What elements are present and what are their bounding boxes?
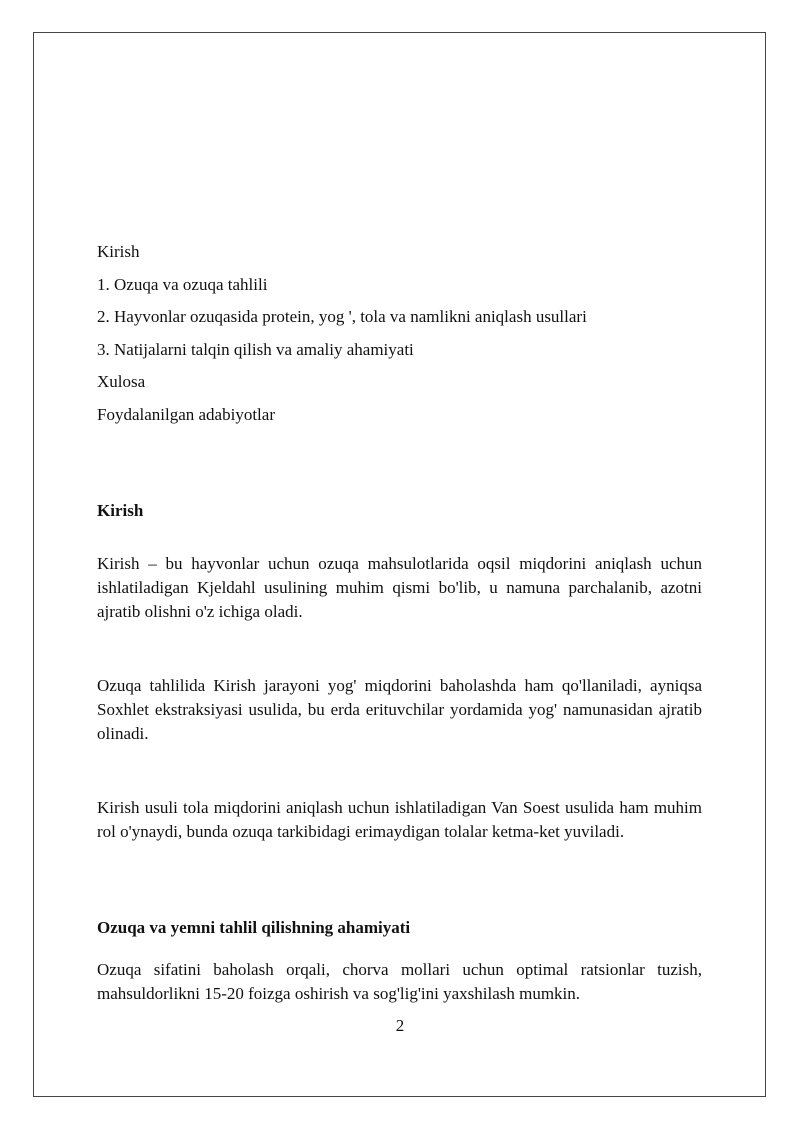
section-heading-intro: Kirish bbox=[97, 501, 144, 520]
table-of-contents bbox=[97, 240, 702, 435]
toc-item-2: 2. Hayvonlar ozuqasida protein, yog ', tola va namlikni aniqlash usullari bbox=[97, 307, 587, 326]
intro-paragraph-2: Ozuqa tahlilida Kirish jarayoni yog' miqdorini baholashda ham qo'llaniladi, ayniqsa Soxhlet ekstraksiyasi usulida, bu erda erituvchilar yordamida yog' namunasidan ajratib olinadi. bbox=[97, 676, 702, 743]
toc-item-conclusion: Xulosa bbox=[97, 372, 146, 391]
toc-item-references: Foydalanilgan adabiyotlar bbox=[97, 404, 275, 424]
section-heading-importance: Ozuqa va yemni tahlil qilishning ahamiyati bbox=[97, 918, 411, 937]
importance-paragraph: Ozuqa sifatini baholash orqali, chorva mollari uchun optimal ratsionlar tuzish, mahsuldorlikni 15-20 foizga oshirish va sog'lig'ini yaxshilash mumkin. bbox=[97, 960, 702, 1003]
toc-item-intro: Kirish bbox=[97, 242, 140, 261]
toc-item-1: 1. Ozuqa va ozuqa tahlili bbox=[97, 274, 268, 294]
page-number: 2 bbox=[395, 1016, 405, 1035]
intro-paragraph-1: Kirish – bu hayvonlar uchun ozuqa mahsulotlarida oqsil miqdorini aniqlash uchun ishlatiladigan Kjeldahl usulining muhim qismi bo'lib, u namuna parchalanib, azotni ajratib olishni o'z ichiga oladi. bbox=[97, 554, 702, 621]
intro-paragraph-3: Kirish usuli tola miqdorini aniqlash uchun ishlatiladigan Van Soest usulida ham muhim rol o'ynaydi, bunda ozuqa tarkibidagi erimaydigan tolalar ketma-ket yuviladi. bbox=[97, 798, 702, 841]
toc-item-3: 3. Natijalarni talqin qilish va amaliy ahamiyati bbox=[97, 339, 414, 359]
